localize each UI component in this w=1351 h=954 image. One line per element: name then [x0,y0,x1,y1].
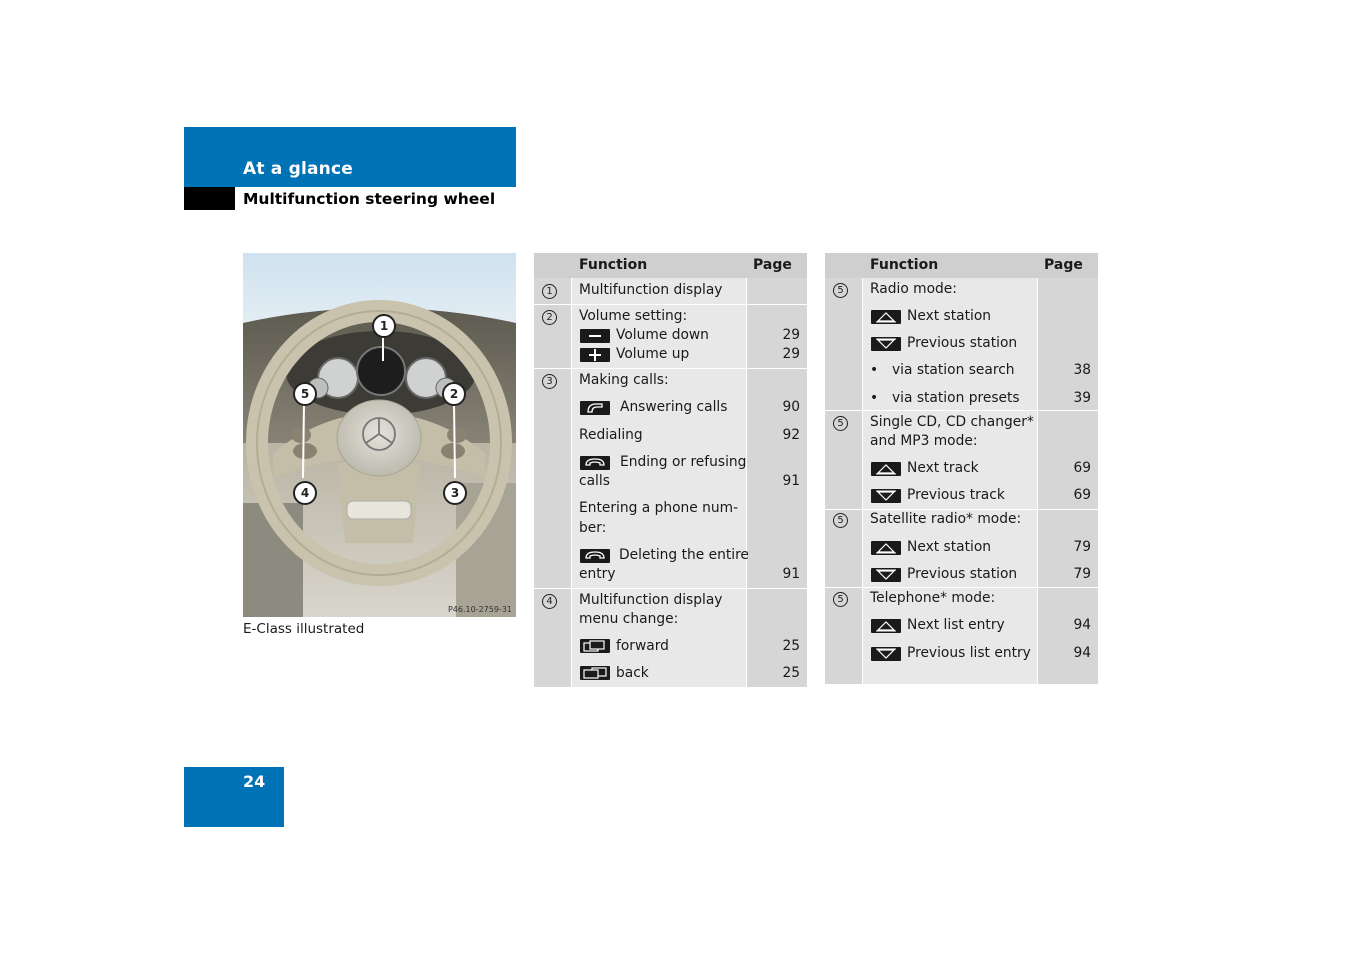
figure-caption: E-Class illustrated [243,621,365,637]
page-ref: 39 [1073,390,1091,406]
function-text: Deleting the entire [619,547,749,563]
callout-3: 3 [443,481,467,505]
page-ref: 29 [782,327,800,343]
function-text: Next station [907,308,992,324]
page-ref: 69 [1073,460,1091,476]
col-page-header: Page [753,257,792,273]
function-text: Redialing [579,427,643,443]
col-function-header: Function [870,257,939,273]
page-number: 24 [243,772,266,791]
function-table-left [534,253,807,687]
page-ref: 91 [782,473,800,489]
page-ref: 79 [1073,566,1091,582]
row-number: 5 [833,416,848,431]
page-number-band [184,767,284,827]
callout-2: 2 [442,382,466,406]
function-text: Previous track [907,487,1005,503]
function-text: Previous station [907,335,1018,351]
subsection-title: Multifunction steering wheel [243,190,496,208]
function-text: Next station [907,539,992,555]
function-text: menu change: [579,611,679,627]
function-text: via station search [892,362,1015,378]
steering-wheel-illustration [243,253,516,617]
row-number: 1 [542,284,557,299]
row-number: 5 [833,283,848,298]
page-ref: 91 [782,566,800,582]
function-text: Next list entry [907,617,1005,633]
function-text: Previous list entry [907,645,1031,661]
function-text: Previous station [907,566,1018,582]
callout-5: 5 [293,382,317,406]
down-arrow-key-icon [871,337,901,351]
page-ref: 25 [782,665,800,681]
page-ref: 79 [1073,539,1091,555]
function-text: Satellite radio* mode: [870,511,1022,527]
phone-hangup-icon [580,456,610,470]
function-text: Next track [907,460,979,476]
function-text: ber: [579,520,607,536]
function-text: Volume down [616,327,709,343]
col-page-header: Page [1044,257,1083,273]
up-arrow-key-icon [871,541,901,555]
function-text: Volume up [616,346,690,362]
function-table-right [825,253,1098,684]
down-arrow-key-icon [871,647,901,661]
page-ref: 69 [1073,487,1091,503]
page-ref: 90 [782,399,800,415]
steering-wheel-drawing [243,253,516,617]
function-text: Entering a phone num- [579,500,739,516]
function-text: forward [616,638,669,654]
function-text: Volume setting: [579,308,688,324]
function-text: and MP3 mode: [870,433,978,449]
function-text: calls [579,473,610,489]
minus-key-icon [580,329,610,343]
function-text: Multifunction display [579,592,723,608]
section-title: At a glance [243,159,353,179]
function-text: Radio mode: [870,281,957,297]
plus-key-icon [580,348,610,362]
bullet: • [870,390,879,406]
page-ref: 92 [782,427,800,443]
phone-answer-icon [580,401,610,415]
page-ref: 38 [1073,362,1091,378]
row-number: 5 [833,513,848,528]
page-ref: 94 [1073,617,1091,633]
page-ref: 29 [782,346,800,362]
page-ref: 94 [1073,645,1091,661]
subsection-marker [184,187,235,210]
function-text: entry [579,566,616,582]
up-arrow-key-icon [871,462,901,476]
bullet: • [870,362,879,378]
row-number: 3 [542,374,557,389]
function-text: back [616,665,649,681]
down-arrow-key-icon [871,568,901,582]
function-text: Telephone* mode: [870,590,996,606]
phone-hangup-icon [580,549,610,563]
col-function-header: Function [579,257,648,273]
page-ref: 25 [782,638,800,654]
function-text: Answering calls [620,399,728,415]
row-number: 5 [833,592,848,607]
callout-1: 1 [372,314,396,338]
function-text: Ending or refusing [620,454,747,470]
up-arrow-key-icon [871,310,901,324]
down-arrow-key-icon [871,489,901,503]
function-text: via station presets [892,390,1020,406]
row-number: 2 [542,310,557,325]
function-text: Multifunction display [579,282,723,298]
menu-forward-icon [580,639,610,653]
function-text: Making calls: [579,372,669,388]
function-text: Single CD, CD changer* [870,414,1034,430]
callout-4: 4 [293,481,317,505]
image-code: P46.10-2759-31 [447,605,512,614]
up-arrow-key-icon [871,619,901,633]
row-number: 4 [542,594,557,609]
menu-back-icon [580,666,610,680]
